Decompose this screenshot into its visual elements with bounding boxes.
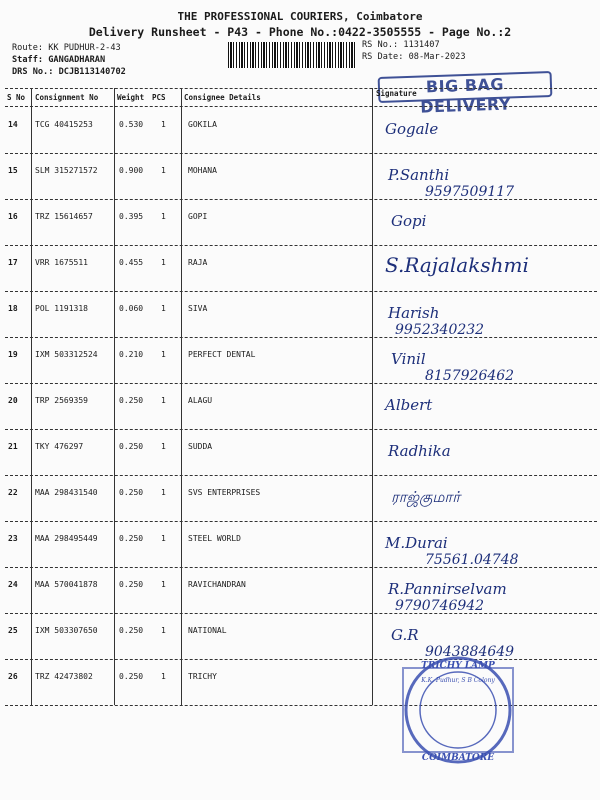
row-consignee: PERFECT DENTAL <box>188 350 256 359</box>
row-weight: 0.395 <box>119 212 144 221</box>
row-consignee: RAVICHANDRAN <box>188 580 246 589</box>
rs-date-value: 08-Mar-2023 <box>408 52 466 62</box>
runsheet-title: Delivery Runsheet - P43 - Phone No.:0422-3505555 - Page No.:2 <box>88 25 512 39</box>
row-consignment: IXM 503307650 <box>35 626 98 635</box>
row-weight: 0.250 <box>119 396 144 405</box>
row-consignment: TKY 476297 <box>35 442 84 451</box>
row-weight: 0.250 <box>119 580 144 589</box>
staff-value: GANGADHARAN <box>48 55 106 65</box>
row-consignee: GOPI <box>188 212 208 221</box>
signature: R.Pannirselvam <box>388 580 507 598</box>
row-pcs: 1 <box>161 672 166 681</box>
row-pcs: 1 <box>161 212 166 221</box>
row-sno: 20 <box>8 396 18 405</box>
row-consignee: SUDDA <box>188 442 213 451</box>
row-consignment: SLM 315271572 <box>35 166 98 175</box>
row-consignment: TRZ 15614657 <box>35 212 93 221</box>
row-sno: 21 <box>8 442 18 451</box>
row-sno: 23 <box>8 534 18 543</box>
row-consignee: GOKILA <box>188 120 217 129</box>
row-pcs: 1 <box>161 442 166 451</box>
row-pcs: 1 <box>161 626 166 635</box>
row-sno: 26 <box>8 672 18 681</box>
row-consignee: NATIONAL <box>188 626 227 635</box>
signature: Harish <box>388 304 440 322</box>
row-consignment: VRR 1675511 <box>35 258 88 267</box>
route-value: KK PUDHUR-2-43 <box>48 43 121 53</box>
row-pcs: 1 <box>161 396 166 405</box>
row-sno: 15 <box>8 166 18 175</box>
row-sno: 25 <box>8 626 18 635</box>
row-sno: 19 <box>8 350 18 359</box>
signature: Vinil <box>391 350 426 368</box>
stamp-text-middle: K.K. Pudhur, S B Colony <box>421 677 495 684</box>
row-pcs: 1 <box>161 120 166 129</box>
drs-label: DRS No.: <box>12 67 54 77</box>
row-consignment: TRZ 42473802 <box>35 672 93 681</box>
row-weight: 0.250 <box>119 488 144 497</box>
row-weight: 0.455 <box>119 258 144 267</box>
row-sno: 17 <box>8 258 18 267</box>
rs-no-value: 1131407 <box>403 40 440 50</box>
signature: Gogale <box>385 120 439 138</box>
col-header-pcs: PCS <box>152 93 166 102</box>
row-pcs: 1 <box>161 166 166 175</box>
row-consignment: TCG 40415253 <box>35 120 93 129</box>
signature-phone: 9790746942 <box>395 598 485 614</box>
row-weight: 0.530 <box>119 120 144 129</box>
row-consignment: POL 1191318 <box>35 304 88 313</box>
row-weight: 0.250 <box>119 626 144 635</box>
row-consignment: MAA 570041878 <box>35 580 98 589</box>
signature: ராஜ்குமார் <box>391 488 461 506</box>
stamp-text-bottom: COIMBATORE <box>421 753 495 763</box>
col-header-signature: Signature <box>376 89 417 98</box>
signature: S.Rajalakshmi <box>385 253 529 277</box>
signature-phone: 9597509117 <box>425 184 515 200</box>
signature: Radhika <box>388 442 451 460</box>
row-consignment: MAA 298495449 <box>35 534 98 543</box>
row-sno: 14 <box>8 120 18 129</box>
signature-phone: 8157926462 <box>425 368 515 384</box>
row-weight: 0.250 <box>119 442 144 451</box>
row-weight: 0.210 <box>119 350 144 359</box>
stamp-text-top: TRICHY LAMP <box>421 661 495 671</box>
rs-date-label: RS Date: <box>362 52 404 62</box>
row-consignment: IXM 503312524 <box>35 350 98 359</box>
row-weight: 0.900 <box>119 166 144 175</box>
row-consignment: MAA 298431540 <box>35 488 98 497</box>
staff-label: Staff: <box>12 55 44 65</box>
col-header-sno: S No <box>7 93 26 102</box>
row-sno: 18 <box>8 304 18 313</box>
row-pcs: 1 <box>161 304 166 313</box>
row-pcs: 1 <box>161 488 166 497</box>
row-pcs: 1 <box>161 580 166 589</box>
row-weight: 0.250 <box>119 534 144 543</box>
col-header-consignee: Consignee Details <box>184 93 261 102</box>
big-bag-delivery-stamp: BIG BAG DELIVERY <box>378 71 553 103</box>
row-pcs: 1 <box>161 350 166 359</box>
row-pcs: 1 <box>161 258 166 267</box>
row-consignee: MOHANA <box>188 166 217 175</box>
company-title: THE PROFESSIONAL COURIERS, Coimbatore <box>177 10 423 23</box>
col-header-consignment: Consignment No <box>35 93 99 102</box>
row-consignee: RAJA <box>188 258 208 267</box>
row-pcs: 1 <box>161 534 166 543</box>
signature-phone: 9952340232 <box>395 322 485 338</box>
route-label: Route: <box>12 43 44 53</box>
row-weight: 0.060 <box>119 304 144 313</box>
row-consignment: TRP 2569359 <box>35 396 88 405</box>
col-header-weight: Weight <box>117 93 145 102</box>
signature-phone: 9043884649 <box>425 644 515 660</box>
signature: G.R <box>391 626 419 644</box>
row-consignee: SIVA <box>188 304 208 313</box>
signature: M.Durai <box>385 534 448 552</box>
signature: Gopi <box>391 212 427 230</box>
row-sno: 24 <box>8 580 18 589</box>
row-sno: 16 <box>8 212 18 221</box>
row-sno: 22 <box>8 488 18 497</box>
signature-phone: 75561.04748 <box>425 552 519 568</box>
row-consignee: ALAGU <box>188 396 213 405</box>
row-consignee: SVS ENTERPRISES <box>188 488 261 497</box>
drs-value: DCJB113140702 <box>58 67 126 77</box>
row-consignee: STEEL WORLD <box>188 534 241 543</box>
row-consignee: TRICHY <box>188 672 217 681</box>
trichy-stamp <box>403 658 513 763</box>
rs-no-label: RS No.: <box>362 40 399 50</box>
signature: Albert <box>385 396 433 414</box>
signature: P.Santhi <box>388 166 450 184</box>
row-weight: 0.250 <box>119 672 144 681</box>
